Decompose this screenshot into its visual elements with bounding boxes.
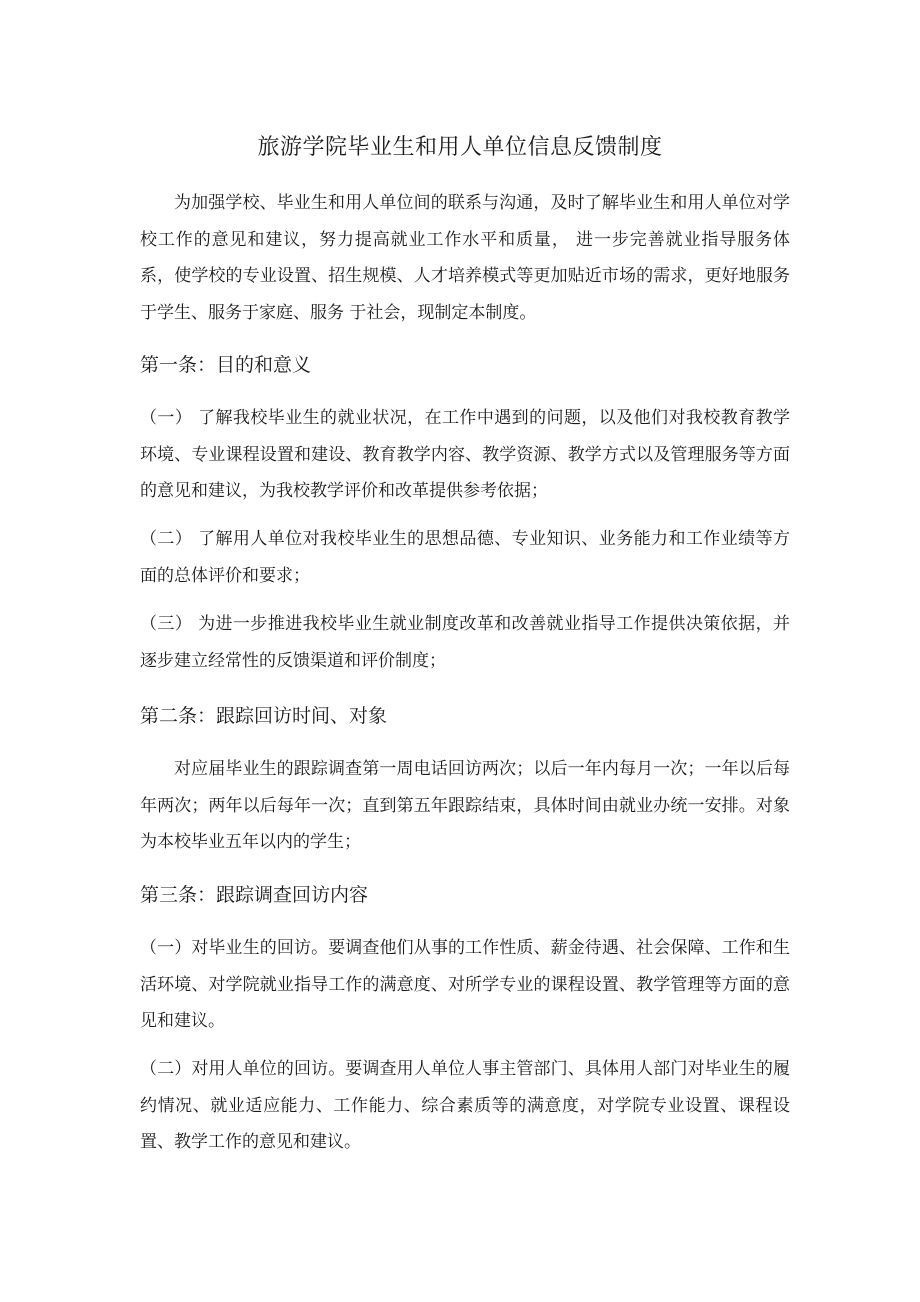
document-title: 旅游学院毕业生和用人单位信息反馈制度 (257, 135, 663, 160)
section-2-paragraph: 对应届毕业生的跟踪调查第一周电话回访两次；以后一年内每月一次；一年以后每年两次；两年以后每年一次；直到第五年跟踪结束，具体时间由就业办统一安排。对象为本校毕业五年以内的学生； (140, 759, 790, 852)
section-1-item-2: （二） 了解用人单位对我校毕业生的思想品德、专业知识、业务能力和工作业绩等方面的总体评价和要求； (140, 529, 790, 586)
section-heading-2: 第二条：跟踪回访时间、对象 (140, 705, 388, 727)
intro-paragraph: 为加强学校、毕业生和用人单位间的联系与沟通，及时了解毕业生和用人单位对学校工作的意见和建议，努力提高就业工作水平和质量， 进一步完善就业指导服务体系，使学校的专业设置、招生规模、人才培养模式等更加贴近市场的需求，更好地服务于学生、服务于家庭、服务 于社会，现制定本制度。 (140, 193, 790, 323)
section-1-item-1: （一） 了解我校毕业生的就业状况，在工作中遇到的问题，以及他们对我校教育教学环境、专业课程设置和建设、教育教学内容、教学资源、教学方式以及管理服务等方面的意见和建议，为我校教学评价和改革提供参考依据； (140, 408, 790, 501)
section-heading-1: 第一条：目的和意义 (140, 354, 312, 376)
section-heading-3: 第三条：跟踪调查回访内容 (140, 884, 369, 906)
section-1-item-3: （三） 为进一步推进我校毕业生就业制度改革和改善就业指导工作提供决策依据，并逐步建立经常性的反馈渠道和评价制度； (140, 614, 790, 671)
section-3-item-2: （二）对用人单位的回访。要调查用人单位人事主管部门、具体用人部门对毕业生的履约情况、就业适应能力、工作能力、综合素质等的满意度，对学院专业设置、课程设置、教学工作的意见和建议。 (140, 1059, 790, 1152)
section-3-item-1: （一）对毕业生的回访。要调查他们从事的工作性质、薪金待遇、社会保障、工作和生活环境、对学院就业指导工作的满意度、对所学专业的课程设置、教学管理等方面的意见和建议。 (140, 938, 790, 1031)
